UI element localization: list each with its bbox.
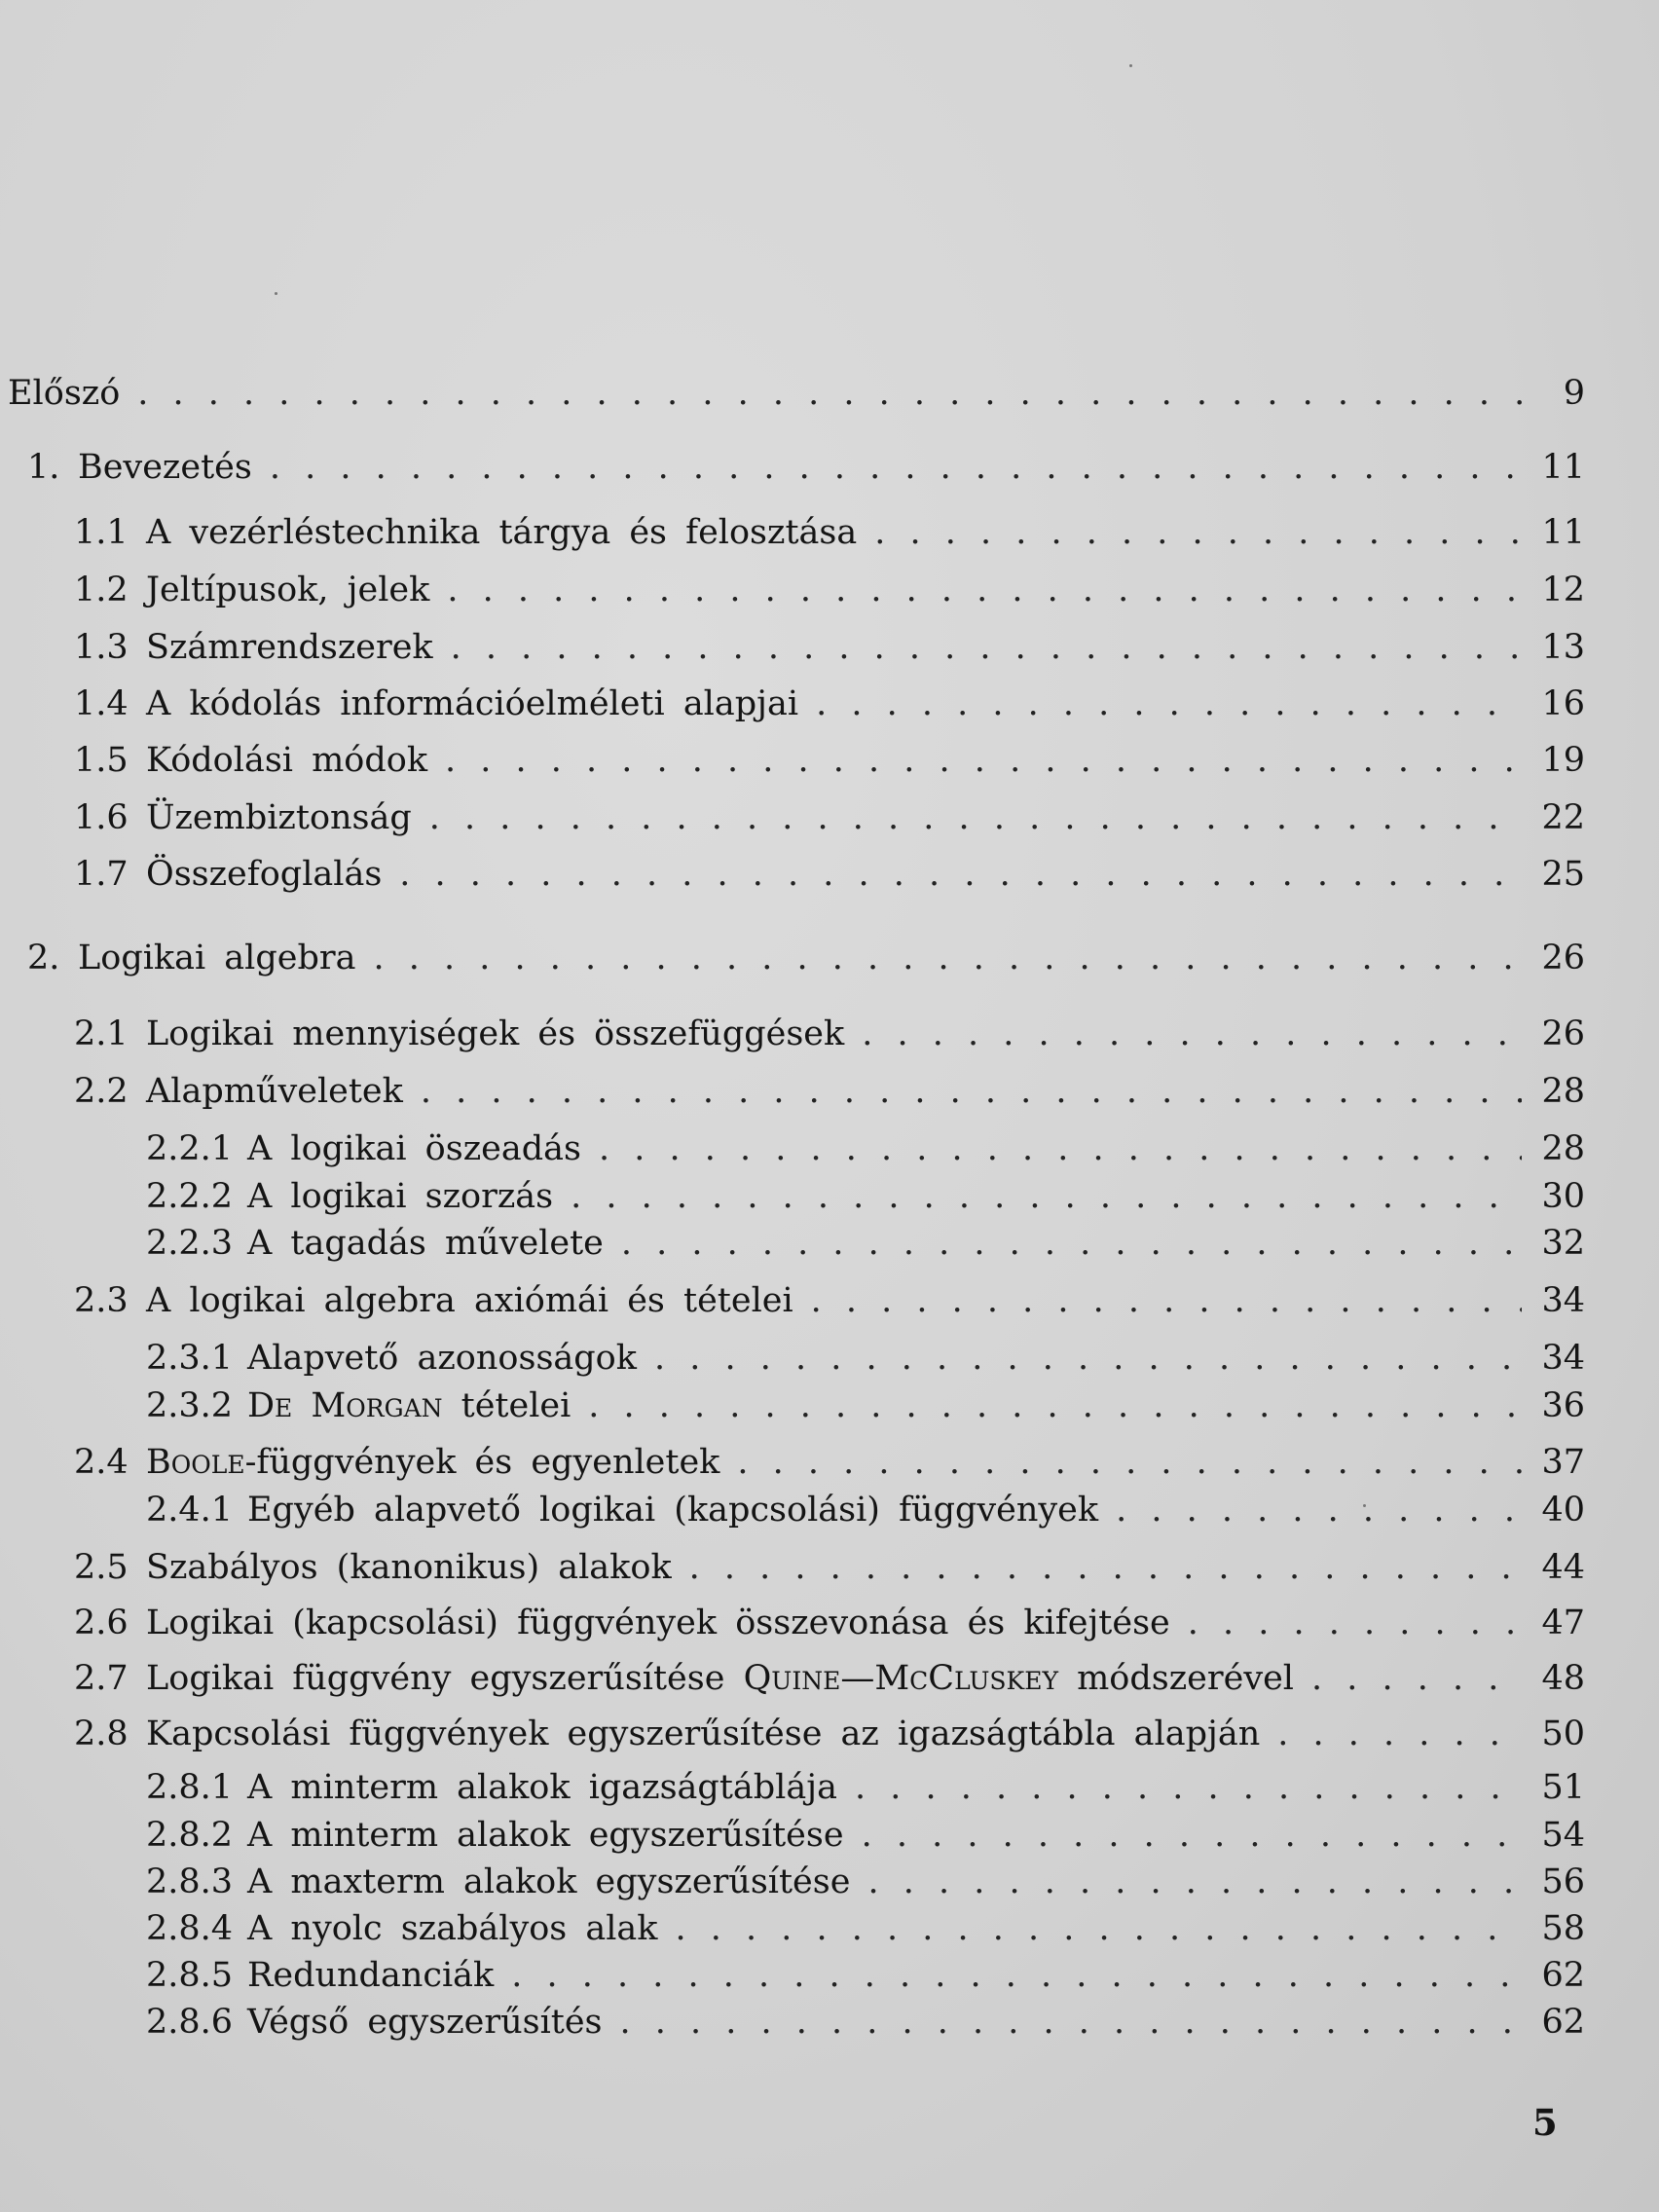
toc-entry-page: 36 — [1541, 1386, 1585, 1425]
toc-entry — [146, 1384, 1585, 1427]
paper-speck — [1129, 64, 1132, 67]
toc-entry-number: 2. — [27, 939, 60, 977]
toc-entry — [74, 739, 1585, 782]
toc-entry-title-rest: tételei — [461, 1386, 571, 1425]
toc-entry-page: 19 — [1541, 741, 1585, 780]
toc-entry-title: Végső egyszerűsítés — [247, 2003, 603, 2042]
dot-leader — [571, 1175, 1522, 1218]
toc-entry-number: 2.8.1 — [146, 1768, 234, 1807]
toc-entry-page: 58 — [1541, 1909, 1585, 1948]
dot-leader — [676, 1907, 1523, 1950]
dot-leader — [1188, 1602, 1523, 1644]
toc-entry-page: 34 — [1541, 1339, 1585, 1378]
toc-entry-title: Bevezetés — [78, 448, 252, 487]
toc-entry-title: Üzembiztonság — [146, 798, 412, 837]
toc-entry-page: 32 — [1541, 1224, 1585, 1263]
toc-entry-number: 2.2.2 — [146, 1177, 234, 1216]
toc-entry-page: 47 — [1541, 1604, 1585, 1642]
toc-entry — [27, 937, 1585, 979]
toc-entry-number: 2.8.4 — [146, 1909, 234, 1948]
toc-entry — [146, 1766, 1585, 1809]
page-number: 5 — [1532, 2101, 1558, 2144]
dot-leader — [654, 1337, 1522, 1380]
dot-leader — [374, 937, 1523, 979]
toc-entry — [27, 446, 1585, 489]
toc-entry — [146, 1127, 1585, 1170]
toc-entry-title: A kódolás információelméleti alapjai — [146, 684, 799, 723]
toc-entry — [74, 853, 1585, 896]
toc-entry-title-end: módszerével — [1077, 1659, 1294, 1698]
toc-entry-page: 26 — [1541, 1014, 1585, 1053]
toc-entry-title: A minterm alakok igazságtáblája — [247, 1768, 837, 1807]
dot-leader — [811, 1279, 1523, 1322]
dot-leader — [511, 1954, 1522, 1997]
toc-entry-page: 28 — [1541, 1129, 1585, 1168]
toc-entry-number: 2.7 — [74, 1659, 129, 1698]
toc-entry — [146, 1907, 1585, 1950]
toc-entry-title: Alapvető azonosságok — [247, 1339, 637, 1378]
toc-entry — [74, 569, 1585, 611]
toc-entry-title: Jeltípusok, jelek — [146, 571, 430, 609]
toc-entry-number: 1.1 — [74, 513, 129, 552]
toc-entry-title: Kódolási módok — [146, 741, 428, 780]
dot-leader — [874, 511, 1522, 554]
toc-entry — [8, 372, 1585, 415]
toc-entry — [74, 1657, 1585, 1700]
toc-entry-number: 1.6 — [74, 798, 129, 837]
dot-leader — [1311, 1657, 1522, 1700]
toc-entry-page: 62 — [1541, 2003, 1585, 2042]
toc-entry-title: A tagadás művelete — [247, 1224, 604, 1263]
toc-entry-page: 62 — [1541, 1956, 1585, 1995]
dot-leader — [1116, 1489, 1522, 1531]
toc-entry-title: A nyolc szabályos alak — [247, 1909, 658, 1948]
toc-entry-title: Egyéb alapvető logikai (kapcsolási) függvények — [247, 1491, 1099, 1530]
dot-leader — [451, 626, 1523, 669]
toc-entry — [146, 1814, 1585, 1857]
toc-entry-number: 2.2.3 — [146, 1224, 234, 1263]
toc-entry-number: 2.8.2 — [146, 1816, 234, 1855]
toc-entry — [74, 1602, 1585, 1644]
dot-leader — [737, 1441, 1522, 1484]
toc-entry-number: 2.4.1 — [146, 1491, 234, 1530]
toc-entry — [74, 1713, 1585, 1755]
dot-leader — [1277, 1713, 1522, 1755]
toc-entry-number: 2.3 — [74, 1281, 129, 1320]
toc-entry — [74, 1279, 1585, 1322]
toc-entry-title-rest: -függvények és egyenletek — [244, 1443, 720, 1482]
toc-entry-title: Redundanciák — [247, 1956, 495, 1995]
toc-entry — [146, 1861, 1585, 1903]
toc-entry — [146, 1222, 1585, 1265]
dot-leader — [689, 1546, 1523, 1589]
toc-entry-page: 37 — [1541, 1443, 1585, 1482]
toc-entry-number: 2.2 — [74, 1072, 129, 1111]
toc-entry-number: 2.6 — [74, 1604, 129, 1642]
toc-entry — [74, 1070, 1585, 1113]
toc-entry-number: 2.2.1 — [146, 1129, 234, 1168]
toc-entry-title: A maxterm alakok egyszerűsítése — [247, 1862, 851, 1901]
toc-entry-title: Szabályos (kanonikus) alakok — [146, 1548, 672, 1587]
toc-entry-page: 34 — [1541, 1281, 1585, 1320]
toc-entry-number: 1. — [27, 448, 60, 487]
toc-entry — [146, 2001, 1585, 2044]
toc-entry-number: 1.5 — [74, 741, 129, 780]
toc-entry — [74, 511, 1585, 554]
paper-speck — [275, 292, 277, 295]
toc-entry — [146, 1489, 1585, 1531]
toc-entry-number: 2.1 — [74, 1014, 129, 1053]
toc-entry-title — [146, 1441, 719, 1484]
toc-entry-page: 44 — [1541, 1548, 1585, 1587]
toc-entry-title: A logikai öszeadás — [247, 1129, 581, 1168]
dot-leader — [862, 1814, 1523, 1857]
toc-entry-page: 48 — [1541, 1659, 1585, 1698]
author-name: Quine—McCluskey — [743, 1659, 1058, 1698]
dot-leader — [270, 446, 1523, 489]
toc-entry — [146, 1954, 1585, 1997]
toc-entry-number: 2.5 — [74, 1548, 129, 1587]
toc-entry-page: 40 — [1541, 1491, 1585, 1530]
toc-entry-page: 13 — [1541, 628, 1585, 667]
toc-entry-title — [146, 1657, 1294, 1700]
toc-entry-page: 56 — [1541, 1862, 1585, 1901]
toc-entry-page: 12 — [1541, 571, 1585, 609]
dot-leader — [862, 1013, 1522, 1055]
dot-leader — [421, 1070, 1523, 1113]
toc-entry-title: Logikai mennyiségek és összefüggések — [146, 1014, 845, 1053]
dot-leader — [447, 569, 1522, 611]
toc-entry — [74, 1441, 1585, 1484]
paper-speck — [1363, 1504, 1366, 1507]
toc-entry — [74, 796, 1585, 839]
toc-entry-title: Előszó — [8, 374, 121, 413]
dot-leader — [137, 372, 1523, 415]
dot-leader — [599, 1127, 1523, 1170]
toc-entry-page: 51 — [1541, 1768, 1585, 1807]
toc-entry — [146, 1175, 1585, 1218]
dot-leader — [588, 1384, 1522, 1427]
toc-entry-number: 2.3.1 — [146, 1339, 234, 1378]
toc-entry-number: 1.7 — [74, 855, 129, 894]
toc-entry-title: A vezérléstechnika tárgya és felosztása — [146, 513, 858, 552]
toc-entry — [74, 626, 1585, 669]
dot-leader — [867, 1861, 1522, 1903]
author-name: Boole — [146, 1443, 245, 1482]
dot-leader — [445, 739, 1522, 782]
toc-entry-page: 11 — [1541, 448, 1585, 487]
toc-entry-title-start: Logikai függvény egyszerűsítése — [146, 1659, 725, 1698]
dot-leader — [429, 796, 1523, 839]
toc-entry — [74, 1013, 1585, 1055]
toc-entry-page: 50 — [1541, 1714, 1585, 1753]
toc-entry-number: 2.8.5 — [146, 1956, 234, 1995]
toc-entry-title: A logikai szorzás — [247, 1177, 554, 1216]
toc-entry-title: Logikai (kapcsolási) függvények összevonása és kifejtése — [146, 1604, 1170, 1642]
toc-entry-title: Számrendszerek — [146, 628, 433, 667]
toc-entry-page: 26 — [1541, 939, 1585, 977]
dot-leader — [399, 853, 1522, 896]
toc-entry-title: A logikai algebra axiómái és tételei — [146, 1281, 793, 1320]
toc-entry-page: 25 — [1541, 855, 1585, 894]
toc-entry-number: 2.8.6 — [146, 2003, 234, 2042]
toc-entry-page: 30 — [1541, 1177, 1585, 1216]
toc-entry-page: 11 — [1541, 513, 1585, 552]
toc-entry-title — [247, 1384, 571, 1427]
dot-leader — [621, 1222, 1523, 1265]
toc-entry-page: 16 — [1541, 684, 1585, 723]
toc-entry-number: 2.4 — [74, 1443, 129, 1482]
toc-entry-number: 2.8 — [74, 1714, 129, 1753]
toc-entry-number: 1.3 — [74, 628, 129, 667]
toc-entry — [74, 682, 1585, 725]
dot-leader — [620, 2001, 1523, 2044]
toc-entry-number: 1.2 — [74, 571, 129, 609]
toc-entry-title: Logikai algebra — [78, 939, 356, 977]
toc-entry — [146, 1337, 1585, 1380]
toc-entry-number: 1.4 — [74, 684, 129, 723]
toc-entry-page: 54 — [1541, 1816, 1585, 1855]
dot-leader — [855, 1766, 1523, 1809]
toc-entry-title: Kapcsolási függvények egyszerűsítése az igazságtábla alapján — [146, 1714, 1261, 1753]
author-name: De Morgan — [247, 1386, 443, 1425]
toc-entry-page: 9 — [1563, 374, 1585, 413]
toc-entry-title: Alapműveletek — [146, 1072, 403, 1111]
toc-entry-title: Összefoglalás — [146, 855, 383, 894]
dot-leader — [816, 682, 1522, 725]
toc-entry-number: 2.3.2 — [146, 1386, 234, 1425]
toc-entry — [74, 1546, 1585, 1589]
toc-entry-title: A minterm alakok egyszerűsítése — [247, 1816, 844, 1855]
toc-entry-number: 2.8.3 — [146, 1862, 234, 1901]
toc-entry-page: 28 — [1541, 1072, 1585, 1111]
toc-entry-page: 22 — [1541, 798, 1585, 837]
